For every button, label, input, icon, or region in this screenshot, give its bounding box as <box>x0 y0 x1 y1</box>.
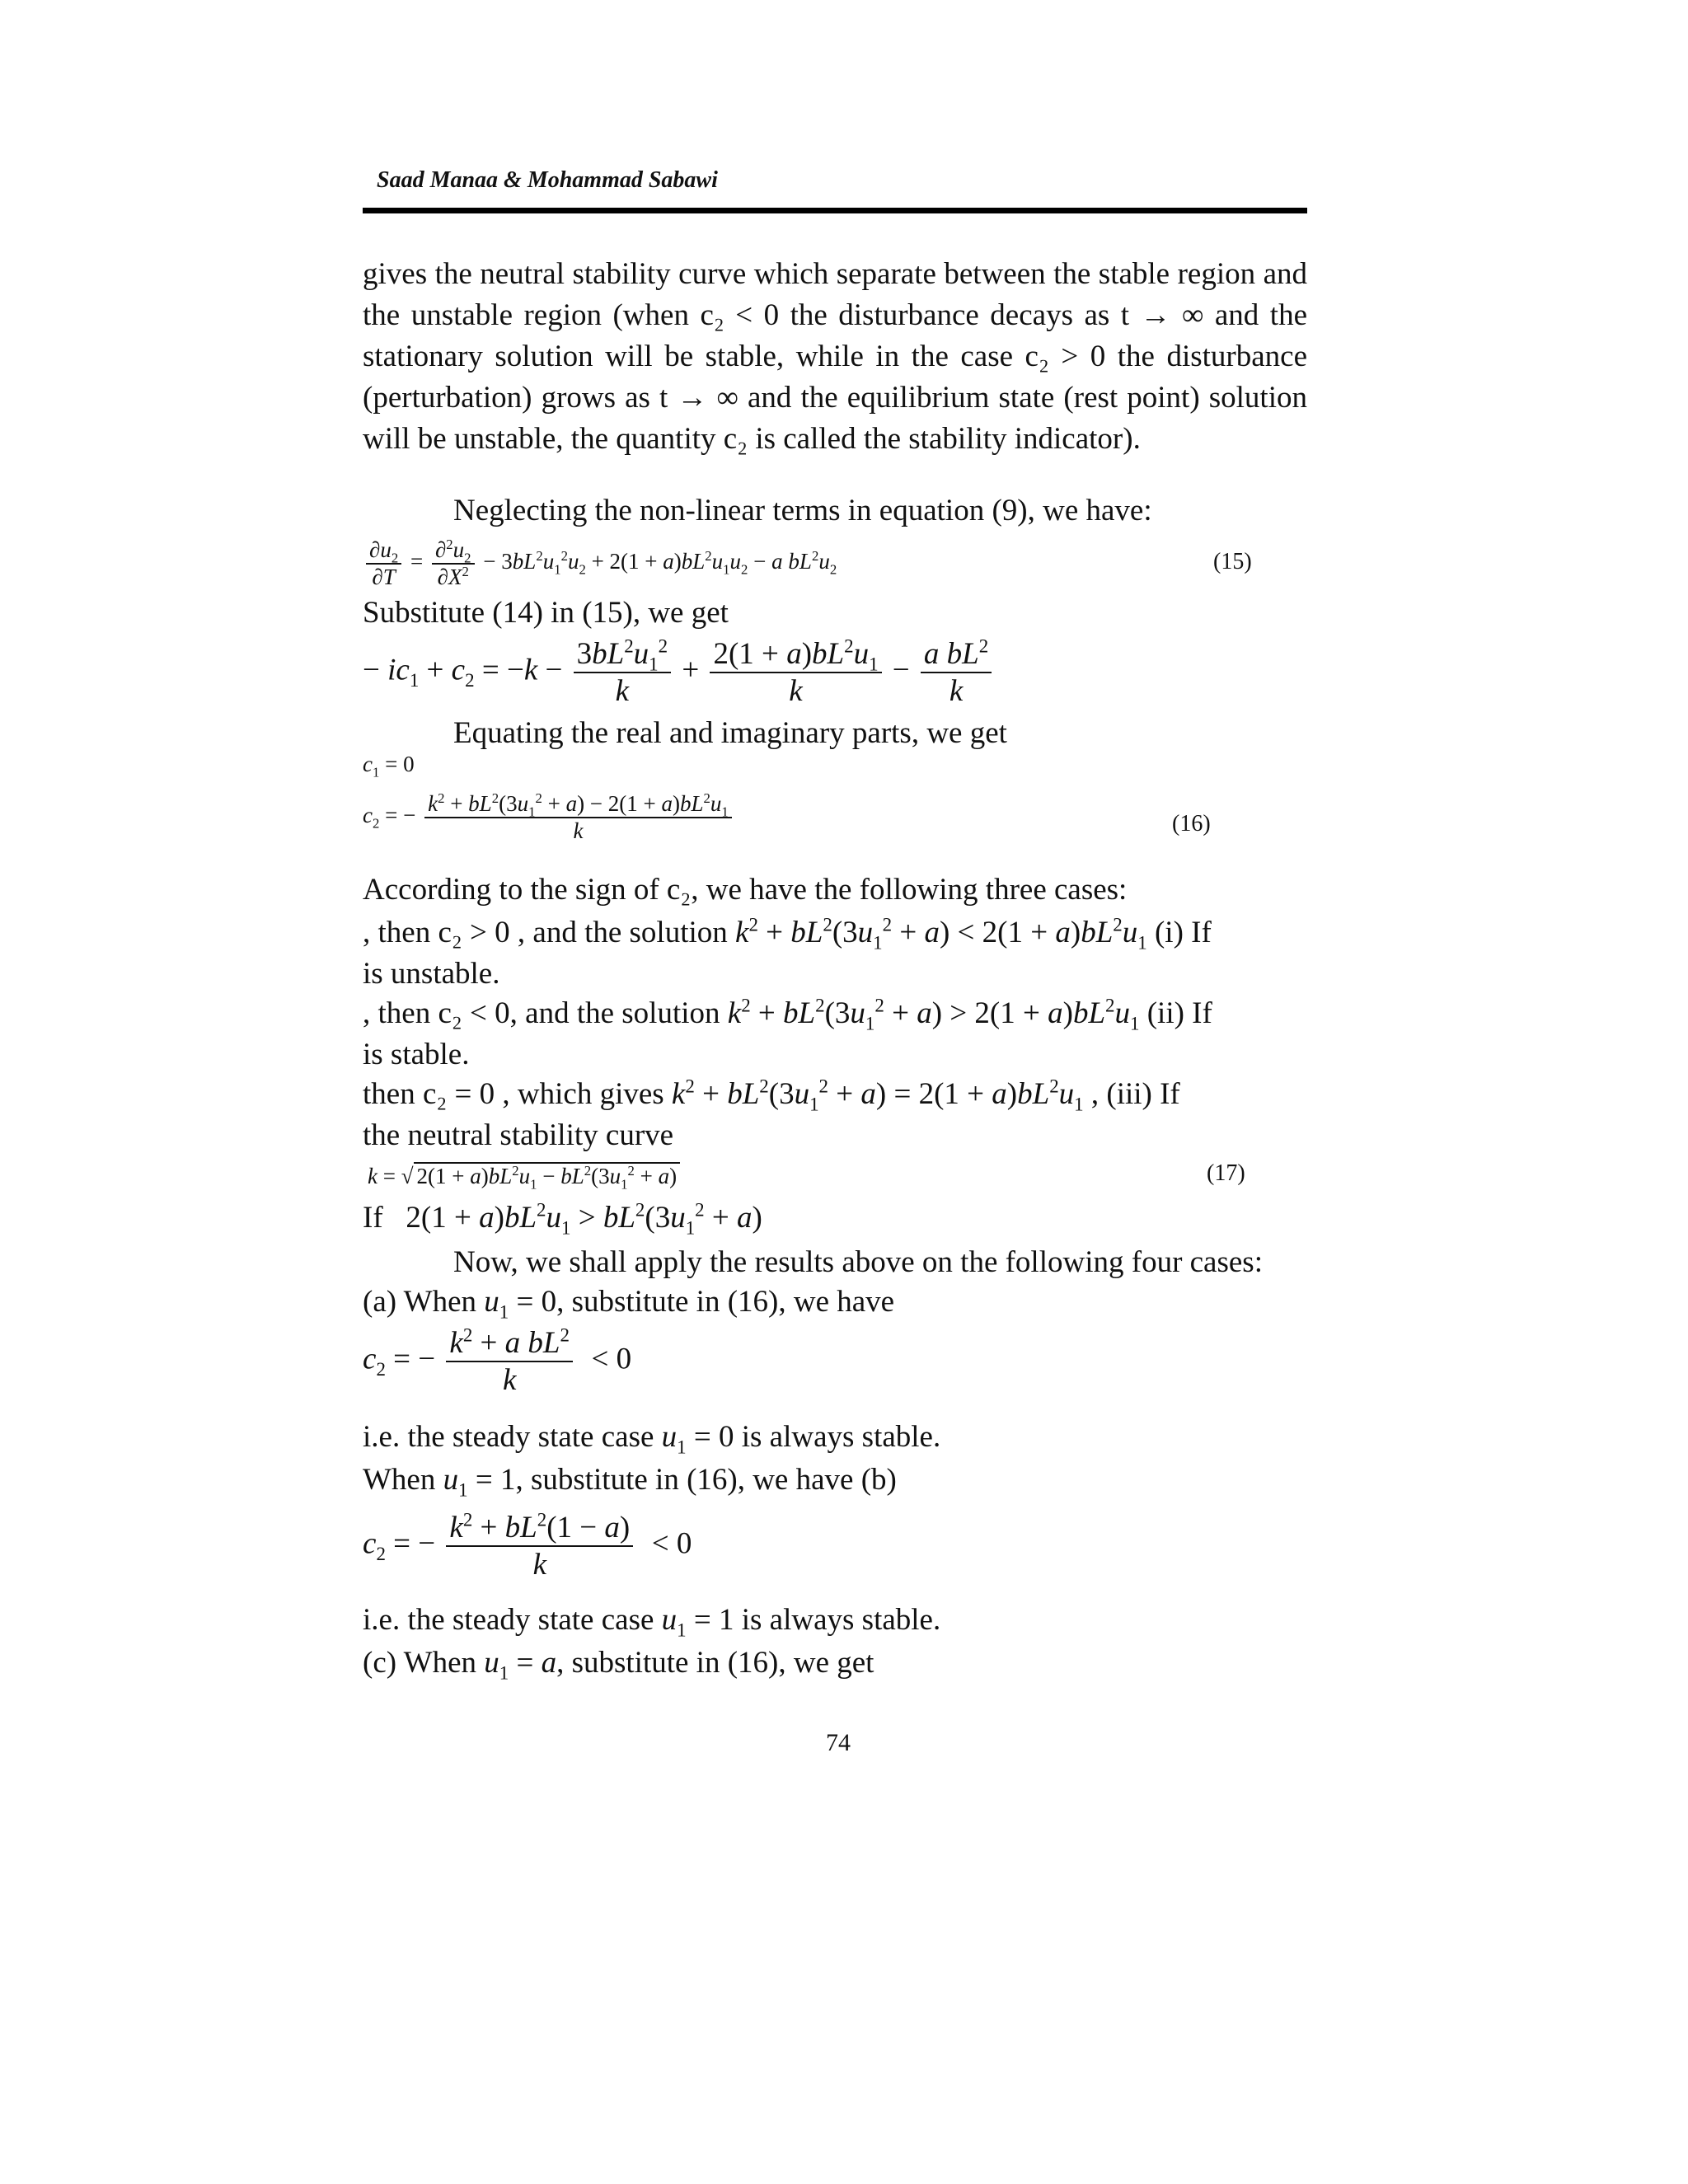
equation-17: k = √ $2(1 + a)bL^2u_1 - bL^2(3u_1^2 + a)$ <box>368 1162 680 1189</box>
equating-text: Equating the real and imaginary parts, we get <box>453 716 1007 750</box>
page-number: 74 <box>826 1729 851 1756</box>
case-iii-text: then c₂ = 0 , which gives <box>363 1077 664 1111</box>
if-condition: If $2(1 + a)bL^2u_1 > bL^2(3u_1^2 + a)$ <box>363 1199 762 1239</box>
according-text: According to the sign of c₂, we have the following three cases: <box>363 873 1128 907</box>
equation-16: $c_2$ = − $\frac{k^2 + bL^2(3u_1^2 + a) - 2(1 + a)bL^2u_1}{k}$ <box>363 791 735 844</box>
case-a-line: (a) When $u_1 = 0$, substitute in (16), we have <box>363 1285 895 1323</box>
ie-a-line: i.e. the steady state case $u_1 = 0$ is always stable. <box>363 1420 941 1458</box>
when-b-text: When <box>363 1463 436 1497</box>
case-i-line: , then c₂ > 0 , and the solution $k^2 + bL^2(3u_1^2 + a) < 2(1 + a)bL^2u_1$ (i) If <box>363 914 1212 954</box>
case-ii-result: is stable. <box>363 1038 470 1071</box>
case-a-label: (a) When <box>363 1285 476 1319</box>
case-i-result: is unstable. <box>363 957 500 991</box>
equation-15: $\frac{\partial u_2}{\partial T}$ = $\frac{\partial^2u_2}{\partial X^2}$ − $3bL^2u_1^2u_2 + 2(1 + a)bL^2u_1u_2 - a$ $bL^2u_2$ <box>363 537 837 590</box>
ie-b-text: i.e. the steady state case <box>363 1603 654 1637</box>
equation-case-b: $c_2$ = − $\frac{k^2 + bL^2(1 - a)}{k}$ < 0 <box>363 1509 692 1582</box>
case-ii-label: (ii) If <box>1146 996 1212 1030</box>
paragraph-stability: gives the neutral stability curve which separate between the stable region and the unstable region (when c₂ < 0 the disturbance decays as t → ∞ and the stationary solution will be stable, while in the case c₂ > 0 the disturbance (perturbation) grows as t → ∞ and the equilibrium state (rest point) solution will be unstable, the quantity c₂ is called the stability indicator). <box>363 257 1307 456</box>
substitute-text: Substitute (14) in (15), we get <box>363 596 729 630</box>
ie-a-text: i.e. the steady state case <box>363 1420 654 1454</box>
case-b-text: , substitute in (16), we have <box>515 1463 854 1497</box>
equation-number-17: (17) <box>1207 1160 1245 1186</box>
case-c-line: (c) When $u_1 = a$, substitute in (16), we get <box>363 1646 874 1684</box>
equation-c1: $c_1 = 0$ <box>363 752 415 780</box>
case-b-line: When $u_1 = 1$, substitute in (16), we have (b) <box>363 1463 897 1501</box>
ie-b-result: is always stable. <box>741 1603 941 1637</box>
case-a-text: , substitute in (16), we have <box>556 1285 895 1319</box>
header-rule <box>363 208 1307 213</box>
if-word: If <box>363 1201 383 1235</box>
running-header: Saad Manaa & Mohammad Sabawi <box>377 167 718 193</box>
case-c-label: (c) When <box>363 1646 476 1680</box>
equation-case-a: $c_2$ = − $\frac{k^2 + a bL^2}{k}$ < 0 <box>363 1324 632 1397</box>
neglecting-text: Neglecting the non-linear terms in equation (9), we have: <box>453 494 1152 527</box>
case-ii-text: , then c₂ < 0, and the solution <box>363 996 720 1030</box>
case-iii-result: the neutral stability curve <box>363 1118 674 1152</box>
case-iii-line: then c₂ = 0 , which gives $k^2 + bL^2(3u_1^2 + a) = 2(1 + a)bL^2u_1$ , (iii) If <box>363 1076 1180 1115</box>
equation-substituted: − $ic_1 + c_2 = -k$ − $\frac{3bL^2u_1^2}{k}$ + $\frac{2(1 + a)bL^2u_1}{k}$ − $\frac{a bL^2}{k}$ <box>363 636 995 709</box>
case-b-label: (b) <box>860 1463 897 1497</box>
case-c-text: , substitute in (16), we get <box>556 1646 874 1680</box>
ie-b-line: i.e. the steady state case $u_1 = 1$ is always stable. <box>363 1603 941 1641</box>
equation-number-15: (15) <box>1213 549 1252 574</box>
case-ii-line: , then c₂ < 0, and the solution $k^2 + bL^2(3u_1^2 + a) > 2(1 + a)bL^2u_1$ (ii) If <box>363 995 1212 1034</box>
case-iii-label: , (iii) If <box>1090 1077 1180 1111</box>
case-i-label: (i) If <box>1154 916 1212 949</box>
now-text: Now, we shall apply the results above on the following four cases: <box>453 1245 1263 1279</box>
equation-number-16: (16) <box>1172 811 1211 837</box>
case-i-text: , then c₂ > 0 , and the solution <box>363 916 728 949</box>
ie-a-result: is always stable. <box>741 1420 941 1454</box>
